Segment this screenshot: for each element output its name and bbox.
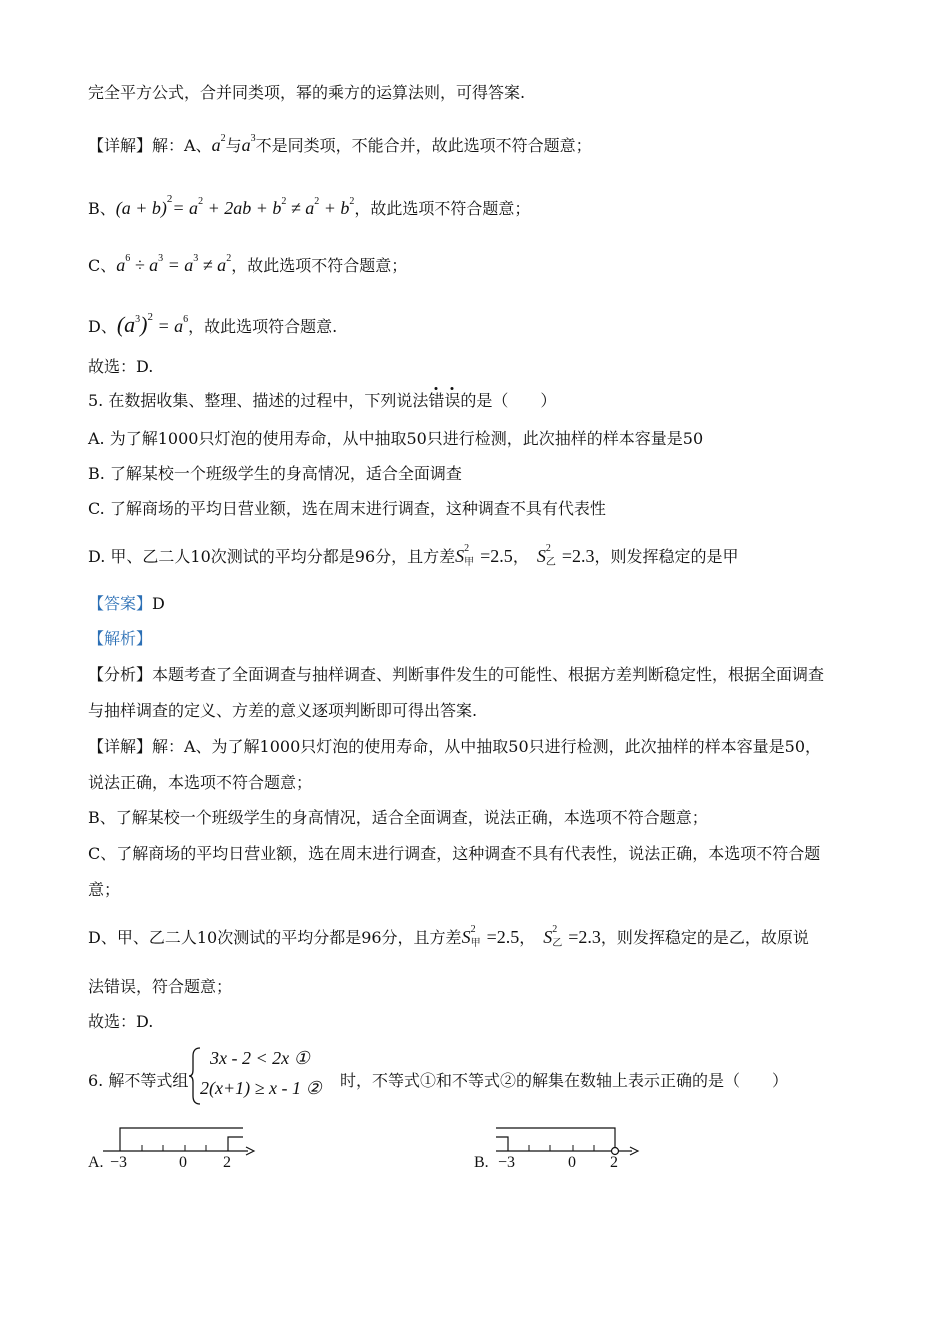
tick-label: 0 bbox=[568, 1154, 576, 1171]
question-5-stem: 5. 在数据收集、整理、描述的过程中，下列说法错误的是（ ） bbox=[88, 391, 557, 410]
question-5-option-d: D. 甲、乙二人10次测试的平均分都是96分，且方差S 2 甲 =2.5， S 2 乙 =2.3，则发挥稳定的是甲 bbox=[88, 543, 739, 568]
question-5-option-c: C. 了解商场的平均日营业额，选在周末进行调查，这种调查不具有代表性 bbox=[88, 499, 606, 518]
detail-line-4: C、了解商场的平均日营业额，选在周末进行调查，这种调查不具有代表性，说法正确，本选项不符合题 bbox=[88, 844, 821, 863]
tick-label: 2 bbox=[610, 1154, 618, 1171]
inequality-system bbox=[188, 1046, 338, 1106]
inequality-2: 2(x+1) ≥ x - 1 ② bbox=[200, 1078, 322, 1098]
question-5-option-b: B. 了解某校一个班级学生的身高情况，适合全面调查 bbox=[88, 464, 462, 483]
detail-line-3: B、了解某校一个班级学生的身高情况，适合全面调查，说法正确，本选项不符合题意； bbox=[88, 808, 708, 827]
detail-line-5: 意； bbox=[88, 880, 121, 899]
inequality-1: 3x - 2 < 2x ① bbox=[210, 1048, 310, 1068]
detail-b: B、$(a + b)^2= a^2 + 2ab + b^2 \ne a^2 + b^2$，故此选项不符合题意； bbox=[88, 193, 531, 218]
question-6-stem-left: 6. 解不等式组 bbox=[88, 1071, 189, 1090]
detail-line-1: 【详解】解：A、为了解1000只灯泡的使用寿命，从中抽取50只进行检测，此次抽样的样本容量是50， bbox=[88, 737, 821, 756]
detail-a: 【详解】解：A、$a^2$与$a^3$不是同类项，不能合并，故此选项不符合题意； bbox=[88, 133, 592, 155]
detail-line-8: 故选：D. bbox=[88, 1012, 154, 1031]
tick-label: 0 bbox=[179, 1154, 187, 1171]
option-b-label: B. bbox=[474, 1154, 489, 1171]
question-5-option-a: A. 为了解1000只灯泡的使用寿命，从中抽取50只进行检测，此次抽样的样本容量是50 bbox=[88, 429, 704, 448]
detail-line-7: 法错误，符合题意； bbox=[88, 977, 233, 996]
detail-line-6: D、甲、乙二人10次测试的平均分都是96分，且方差S 2 甲 =2.5， S 2 乙 =2.3，则发挥稳定的是乙，故原说 bbox=[88, 924, 809, 949]
conclusion-line: 故选：D. bbox=[88, 357, 154, 376]
option-b-number-line[interactable] bbox=[474, 1124, 654, 1174]
answer-line: 【答案】D bbox=[88, 594, 165, 613]
tick-label: −3 bbox=[498, 1154, 516, 1171]
detail-line-2: 说法正确，本选项不符合题意； bbox=[88, 773, 313, 792]
option-a-label: A. bbox=[88, 1154, 104, 1171]
tick-label: 2 bbox=[223, 1154, 231, 1171]
option-a-number-line[interactable] bbox=[88, 1124, 268, 1174]
question-6-stem-right: 时，不等式①和不等式②的解集在数轴上表示正确的是（ ） bbox=[340, 1071, 789, 1090]
text-line: 完全平方公式，合并同类项，幂的乘方的运算法则，可得答案. bbox=[88, 83, 526, 102]
detail-c: C、$a^6 \div a^3 = a^3 \ne a^2$，故此选项不符合题意； bbox=[88, 253, 408, 275]
analysis-line-2: 与抽样调查的定义、方差的意义逐项判断即可得出答案. bbox=[88, 701, 478, 720]
tick-label: −3 bbox=[110, 1154, 128, 1171]
analysis-line-1: 【分析】本题考查了全面调查与抽样调查、判断事件发生的可能性、根据方差判断稳定性，根据全面调查 bbox=[88, 665, 825, 684]
detail-d: D、$(a^3)^2 = a^6$，故此选项符合题意. bbox=[88, 311, 338, 337]
analysis-tag: 【解析】 bbox=[88, 629, 153, 648]
